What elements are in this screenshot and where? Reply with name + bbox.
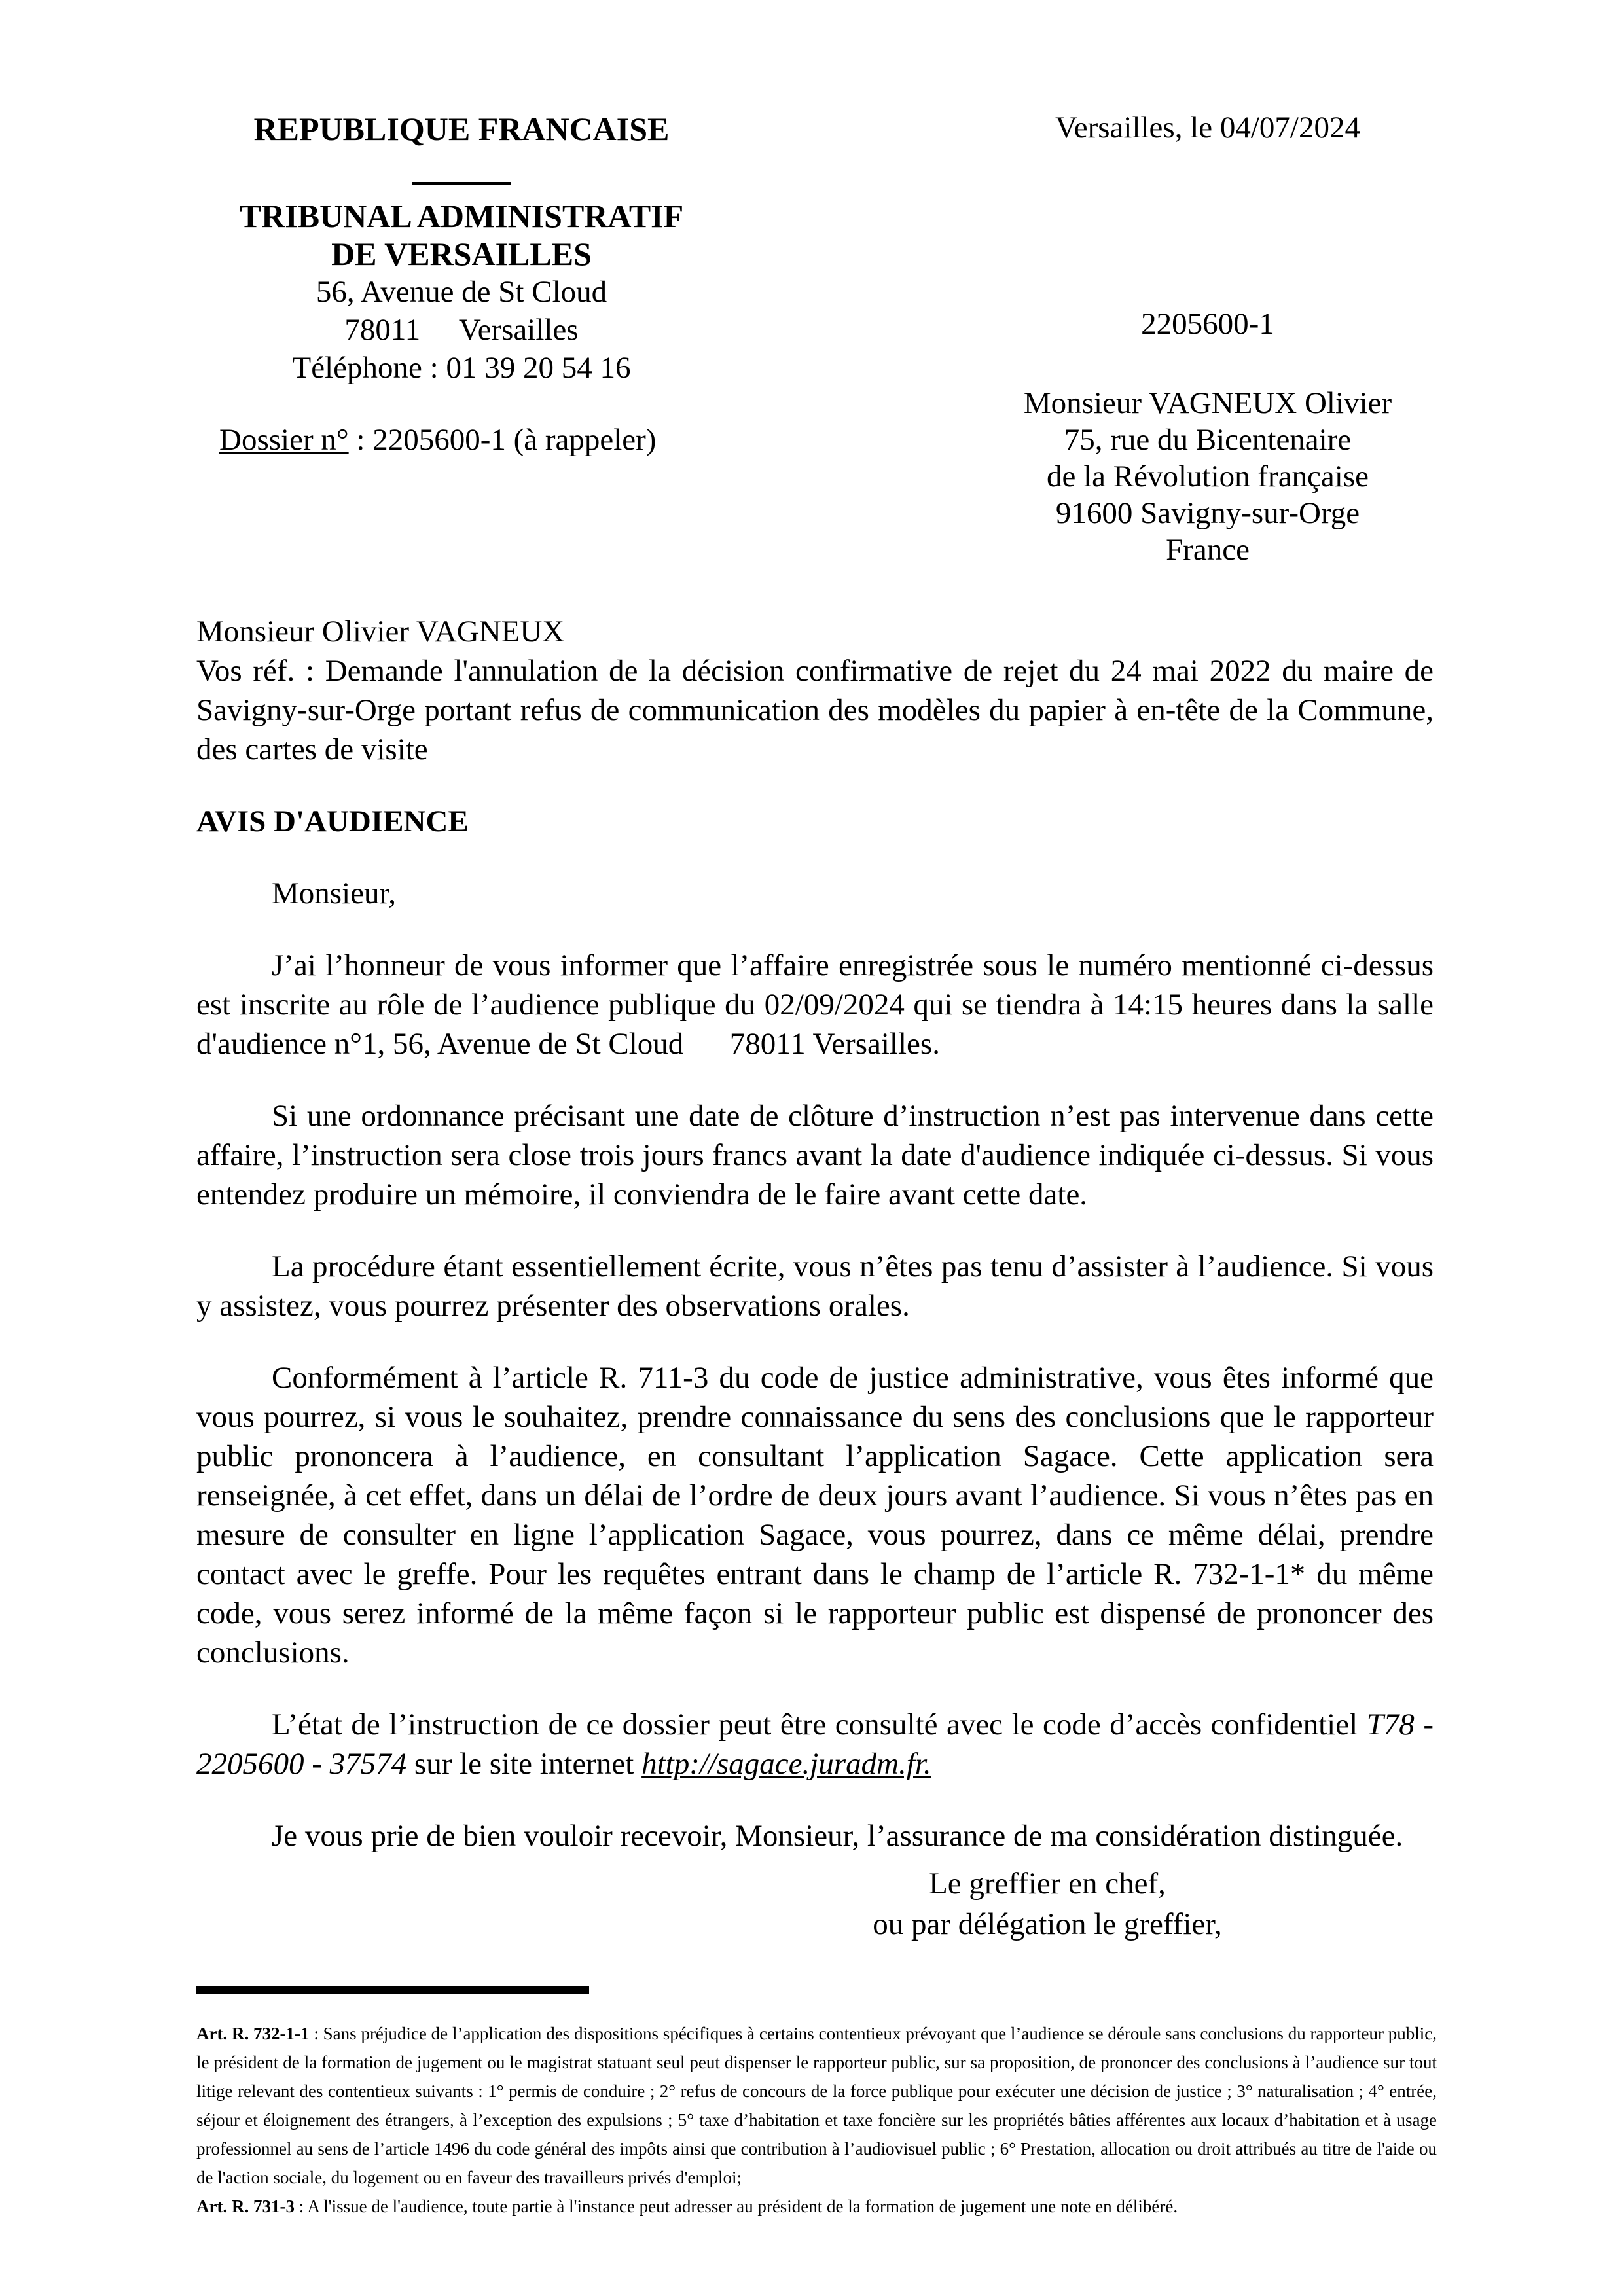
letterhead-divider: [412, 182, 511, 185]
republic-title: REPUBLIQUE FRANCAISE: [253, 111, 670, 147]
salutation: Monsieur,: [272, 876, 397, 910]
access-code-value: T78 - 2205600 - 37574: [196, 1708, 1434, 1781]
paragraph-instruction-closure: Si une ordonnance précisant une date de clôture d’instruction n’est pas intervenue dans cette affaire, l’instruction sera close trois jours francs avant la date d'audience indiquée ci-dessus. Si vous entendez produire un mémoire, il conviendra de le faire avant cette date.: [196, 1099, 1434, 1211]
access-code-text-start: L’état de l’instruction de ce dossier peut être consulté avec le code d’accès confidentiel: [272, 1708, 1367, 1742]
paragraph-written-procedure: La procédure étant essentiellement écrite, vous n’êtes pas tenu d’assister à l’audience. Si vous y assistez, vous pourrez présenter des observations orales.: [196, 1249, 1434, 1323]
recipient-address: [956, 385, 1460, 568]
court-city: 78011 Versailles: [344, 313, 579, 347]
letterhead: [216, 110, 707, 387]
court-street: 56, Avenue de St Cloud: [316, 275, 607, 309]
reference-subject: Vos réf. : Demande l'annulation de la décision confirmative de rejet du 24 mai 2022 du maire de Savigny-sur-Orge portant refus de communication des modèles du papier à en-tête de la Commune, des cartes de visite: [196, 654, 1434, 766]
paragraph-sagace: Conformément à l’article R. 711-3 du code de justice administrative, vous êtes informé que vous pourrez, si vous le souhaitez, prendre connaissance du sens des conclusions que le rapporteur public prononcera à l’audience, en consultant l’application Sagace. Cette application sera renseignée, à cet effet, dans un délai de l’ordre de deux jours avant l’audience. Si vous n’êtes pas en mesure de consulter en ligne l’application Sagace, vous pourrez, dans ce même délai, prendre contact avec le greffe. Pour les requêtes entrant dans le champ de l’article R. 732-1-1* du même code, vous serez informé de la même façon si le rapporteur public est dispensé de prononcer des conclusions.: [196, 1361, 1434, 1670]
dossier-line: [219, 422, 656, 457]
case-number: 2205600-1: [1141, 307, 1274, 341]
subject-heading: AVIS D'AUDIENCE: [196, 804, 469, 838]
footnote-article-731: [196, 2192, 1437, 2221]
signature-block: [772, 1863, 1322, 1945]
letter-body: [196, 612, 1434, 1945]
recipient-country: France: [1166, 533, 1250, 567]
sagace-url: http://sagace.juradm.fr.: [641, 1747, 931, 1781]
paragraph-access-code: [196, 1705, 1434, 1784]
dossier-value: : 2205600-1 (à rappeler): [348, 423, 657, 457]
footnote-article-732-text: : Sans préjudice de l’application des dispositions spécifiques à certains contentieux prévoyant que l’audience se déroule sans conclusions du rapporteur public, le président de la formation de jugement ou le magistrat statuant seul peut dispenser le rapporteur public, sur sa proposition, de prononcer des conclusions à l’audience sur tout litige relevant des contentieux suivants : 1° permis de conduire ; 2° refus de concours de la force publique pour exécuter une décision de justice ; 3° naturalisation ; 4° entrée, séjour et éloignement des étrangers, à l’exception des expulsions ; 5° taxe d’habitation et taxe foncière sur les propriétés bâties afférentes aux locaux d’habitation et à usage professionnel au sens de l’article 1496 du code général des impôts ainsi que contribution à l’audiovisuel public ; 6° Prestation, allocation ou droit attribués au titre de l'aide ou de l'action sociale, du logement ou en faveur des travailleurs privés d'emploi;: [196, 2024, 1437, 2187]
footnote-separator: [196, 1986, 589, 1994]
signature-title-line2: ou par délégation le greffier,: [873, 1907, 1222, 1941]
court-phone: Téléphone : 01 39 20 54 16: [292, 351, 631, 385]
paragraph-courtesy: Je vous prie de bien vouloir recevoir, Monsieur, l’assurance de ma considération distinguée.: [272, 1819, 1403, 1853]
footnote-article-732: [196, 2019, 1437, 2192]
reference-addressee: Monsieur Olivier VAGNEUX: [196, 615, 565, 649]
access-code-text-mid: sur le site internet: [406, 1747, 642, 1781]
footnote-article-731-text: : A l'issue de l'audience, toute partie à l'instance peut adresser au président de la formation de jugement une note en délibéré.: [294, 2197, 1178, 2216]
recipient-name: Monsieur VAGNEUX Olivier: [1023, 386, 1392, 420]
footnote-article-732-label: Art. R. 732-1-1: [196, 2024, 310, 2043]
recipient-street2: de la Révolution française: [1046, 459, 1369, 493]
footnote-area: [196, 1986, 1437, 2221]
paragraph-hearing: J’ai l’honneur de vous informer que l’affaire enregistrée sous le numéro mentionné ci-dessus est inscrite au rôle de l’audience publique du 02/09/2024 qui se tiendra à 14:15 heures dans la salle d'audience n°1, 56, Avenue de St Cloud 78011 Versailles.: [196, 948, 1434, 1061]
court-name-line1: TRIBUNAL ADMINISTRATIF: [239, 198, 684, 234]
recipient-city: 91600 Savigny-sur-Orge: [1055, 496, 1360, 530]
recipient-street: 75, rue du Bicentenaire: [1064, 423, 1352, 457]
signature-title-line1: Le greffier en chef,: [929, 1867, 1166, 1901]
dossier-label: Dossier n°: [219, 423, 349, 457]
court-name-line2: DE VERSAILLES: [331, 236, 592, 272]
date-line: Versailles, le 04/07/2024: [1055, 111, 1360, 145]
footnote-article-731-label: Art. R. 731-3: [196, 2197, 295, 2216]
